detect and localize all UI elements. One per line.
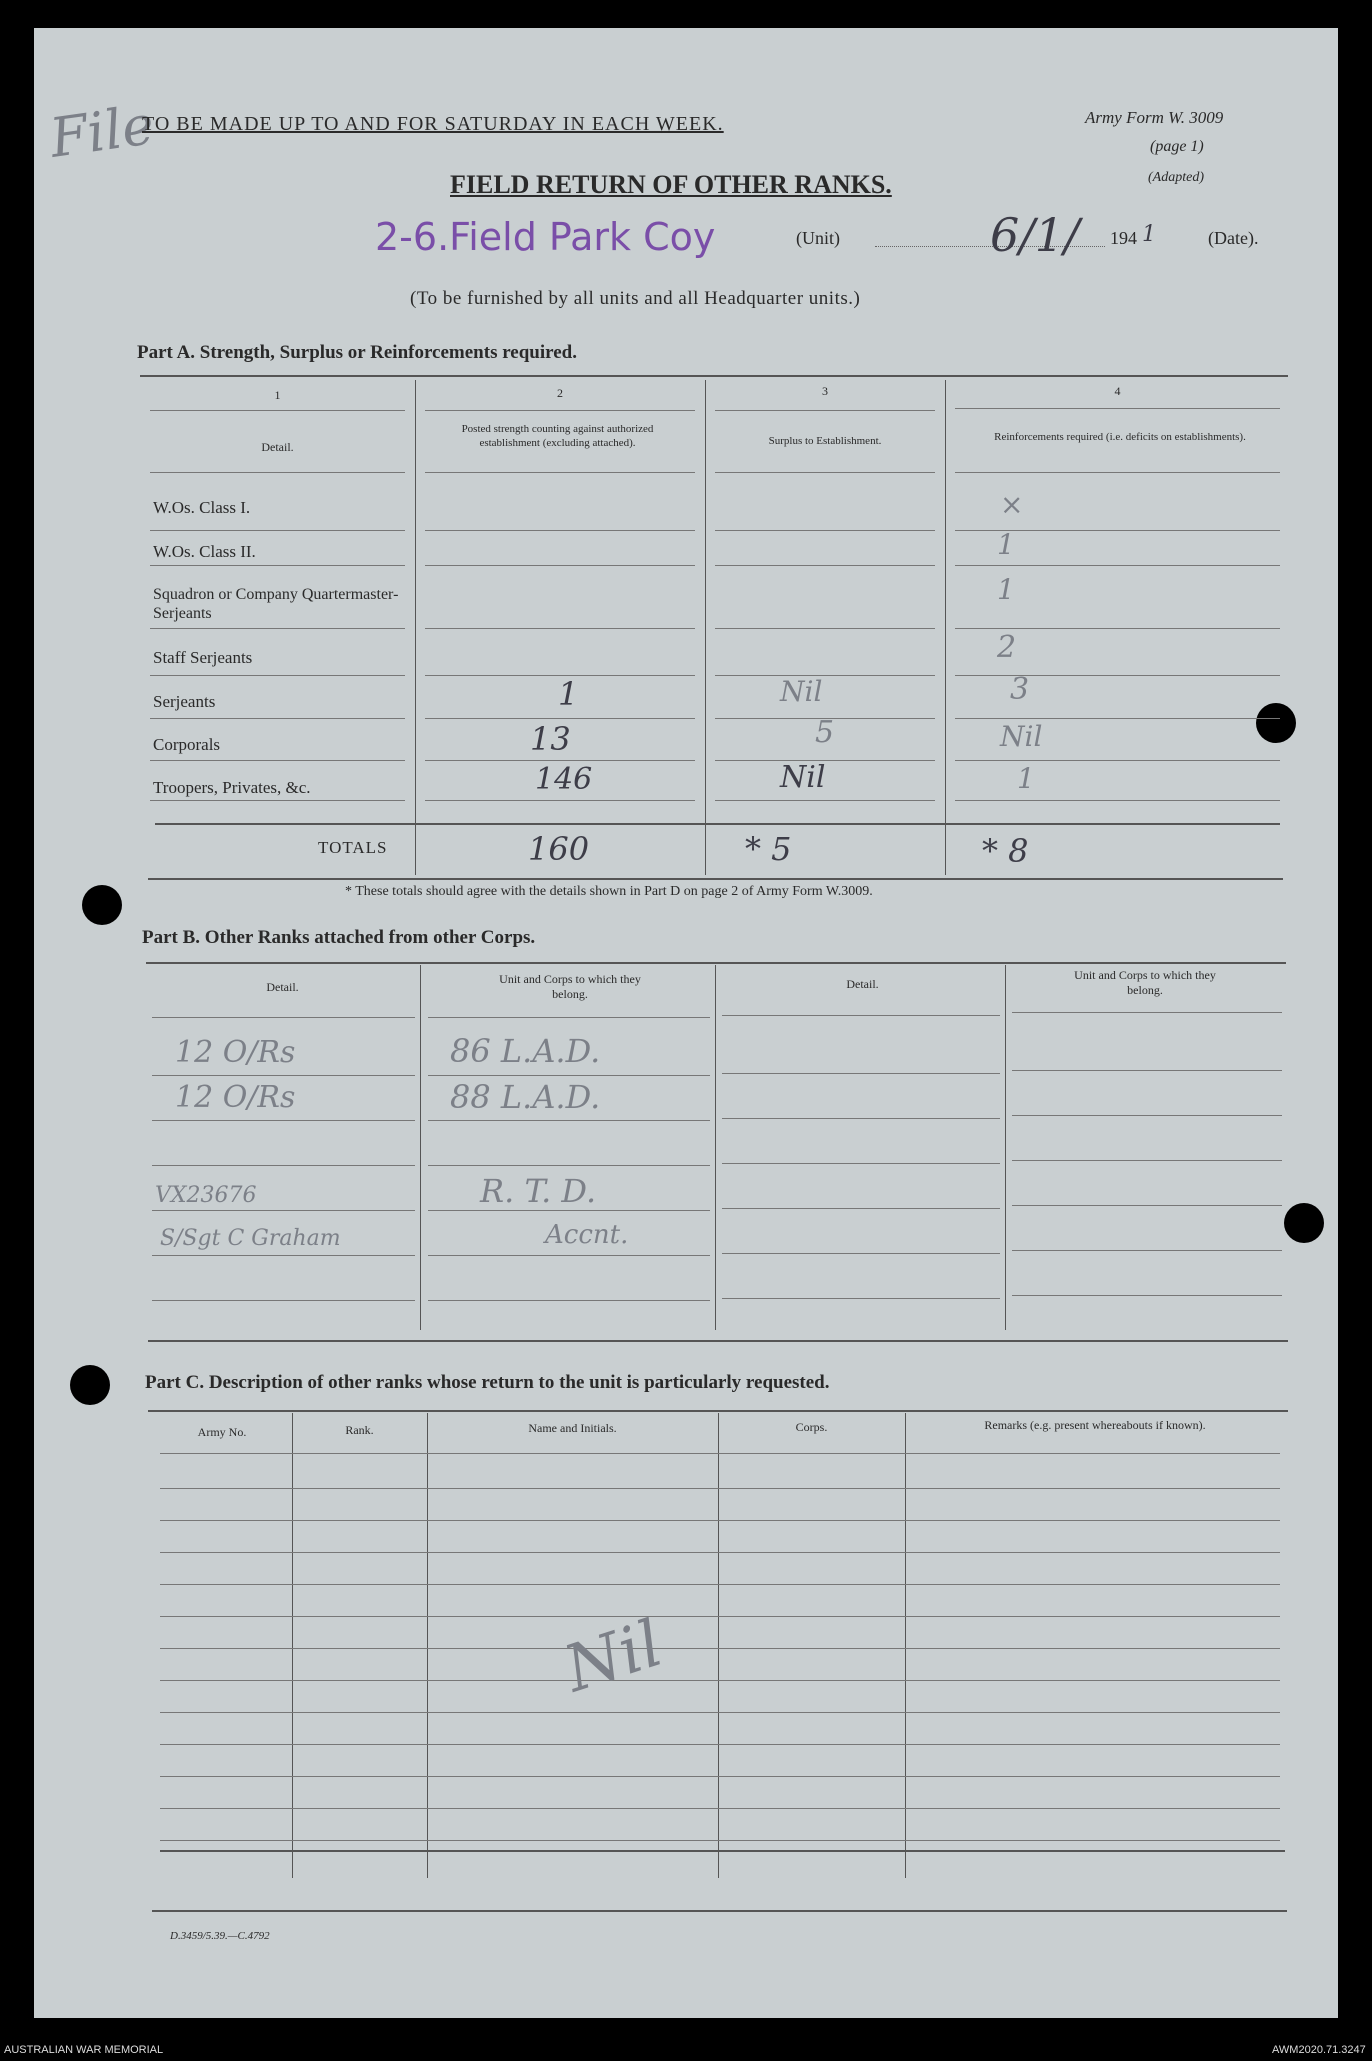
entry-unit: R. T. D. bbox=[480, 1172, 597, 1210]
row-reinforcements: 1 bbox=[997, 573, 1015, 606]
part-b-header-unit-2: Unit and Corps to which they belong. bbox=[1074, 968, 1216, 997]
part-a-header-posted: Posted strength counting against authorized establishment (excluding attached). bbox=[461, 423, 654, 449]
entry-unit: 88 L.A.D. bbox=[450, 1078, 601, 1116]
part-c-nil-entry: Nil bbox=[555, 1606, 671, 1708]
footer-left: AUSTRALIAN WAR MEMORIAL bbox=[4, 2044, 164, 2056]
row-reinforcements: 1 bbox=[997, 528, 1015, 561]
unit-stamp: 2-6.Field Park Coy bbox=[375, 215, 716, 259]
row-reinforcements: Nil bbox=[1000, 720, 1043, 753]
part-a-col-num-1: 1 bbox=[274, 388, 281, 402]
row-posted: 146 bbox=[535, 762, 593, 797]
punch-hole bbox=[82, 885, 122, 925]
entry-detail: 12 O/Rs bbox=[175, 1080, 296, 1115]
entry-unit: Accnt. bbox=[545, 1220, 629, 1250]
row-detail: W.Os. Class II. bbox=[153, 542, 256, 561]
row-posted: 13 bbox=[530, 720, 571, 758]
row-surplus: 5 bbox=[815, 715, 835, 750]
part-c-header-rank: Rank. bbox=[345, 1423, 374, 1437]
part-a-header-reinforcements: Reinforcements required (i.e. deficits on establishments). bbox=[994, 431, 1246, 443]
row-detail: Squadron or Company Quartermaster-Serjeants bbox=[153, 586, 399, 622]
part-c-header-corps: Corps. bbox=[795, 1420, 828, 1434]
year-handwritten: 1 bbox=[1142, 222, 1156, 247]
punch-hole bbox=[1256, 703, 1296, 743]
row-reinforcements: 2 bbox=[997, 630, 1017, 665]
part-a-title: Part A. Strength, Surplus or Reinforcements required. bbox=[137, 342, 577, 363]
entry-unit: 86 L.A.D. bbox=[450, 1032, 601, 1070]
form-id: Army Form W. 3009 bbox=[1085, 108, 1224, 127]
row-detail: Troopers, Privates, &c. bbox=[153, 778, 311, 797]
footer-right: AWM2020.71.3247 bbox=[1272, 2044, 1366, 2056]
part-a-col-num-3: 3 bbox=[822, 384, 828, 398]
adapted-note: (Adapted) bbox=[1148, 170, 1204, 185]
part-c-header-name: Name and Initials. bbox=[528, 1421, 617, 1435]
form-sheet bbox=[34, 28, 1338, 2018]
punch-hole bbox=[70, 1365, 110, 1405]
row-detail: Corporals bbox=[153, 735, 221, 754]
print-code: D.3459/5.39.—C.4792 bbox=[170, 1930, 270, 1942]
row-detail: Serjeants bbox=[153, 692, 216, 711]
totals-label: TOTALS bbox=[318, 838, 388, 857]
row-surplus: Nil bbox=[780, 675, 823, 708]
part-a-header-detail: Detail. bbox=[261, 440, 294, 454]
part-b-header-detail-2: Detail. bbox=[846, 977, 879, 991]
part-a-col-num-4: 4 bbox=[1114, 384, 1121, 398]
totals-reinforcements: * 8 bbox=[982, 832, 1029, 870]
punch-hole bbox=[1284, 1203, 1324, 1243]
year-printed: 194 bbox=[1110, 228, 1137, 248]
part-c-title: Part C. Description of other ranks whose return to the unit is particularly requested. bbox=[145, 1372, 830, 1393]
form-title: FIELD RETURN OF OTHER RANKS. bbox=[450, 170, 892, 199]
part-c-header-army-no: Army No. bbox=[197, 1425, 247, 1439]
part-b-header-detail-1: Detail. bbox=[266, 980, 299, 994]
part-c-header-remarks: Remarks (e.g. present whereabouts if known). bbox=[984, 1418, 1206, 1432]
row-reinforcements: 3 bbox=[1010, 672, 1030, 707]
totals-surplus: * 5 bbox=[745, 830, 792, 868]
row-posted: 1 bbox=[558, 675, 579, 713]
totals-posted: 160 bbox=[528, 830, 590, 868]
form-subtitle: (To be furnished by all units and all Headquarter units.) bbox=[410, 288, 861, 309]
row-detail: W.Os. Class I. bbox=[153, 498, 251, 517]
row-surplus: Nil bbox=[780, 760, 826, 795]
part-a-footnote: * These totals should agree with the details shown in Part D on page 2 of Army Form W.3009. bbox=[345, 884, 873, 899]
part-b-header-unit-1: Unit and Corps to which they belong. bbox=[499, 972, 641, 1001]
date-handwritten: 6/1/ bbox=[990, 208, 1080, 262]
entry-detail: S/Sgt C Graham bbox=[160, 1226, 341, 1251]
part-a-header-surplus: Surplus to Establishment. bbox=[768, 435, 882, 447]
entry-detail: VX23676 bbox=[155, 1183, 257, 1208]
unit-label: (Unit) bbox=[796, 228, 840, 248]
part-a-col-num-2: 2 bbox=[557, 386, 563, 400]
page-number: (page 1) bbox=[1150, 138, 1204, 155]
row-reinforcements: × bbox=[1000, 488, 1024, 521]
row-reinforcements: 1 bbox=[1017, 762, 1035, 795]
instruction-line: TO BE MADE UP TO AND FOR SATURDAY IN EACH WEEK. bbox=[142, 113, 724, 135]
row-detail: Staff Serjeants bbox=[153, 648, 253, 667]
file-note: File bbox=[46, 93, 158, 170]
entry-detail: 12 O/Rs bbox=[175, 1035, 296, 1070]
date-label: (Date). bbox=[1208, 228, 1259, 248]
part-b-title: Part B. Other Ranks attached from other Corps. bbox=[142, 927, 536, 948]
